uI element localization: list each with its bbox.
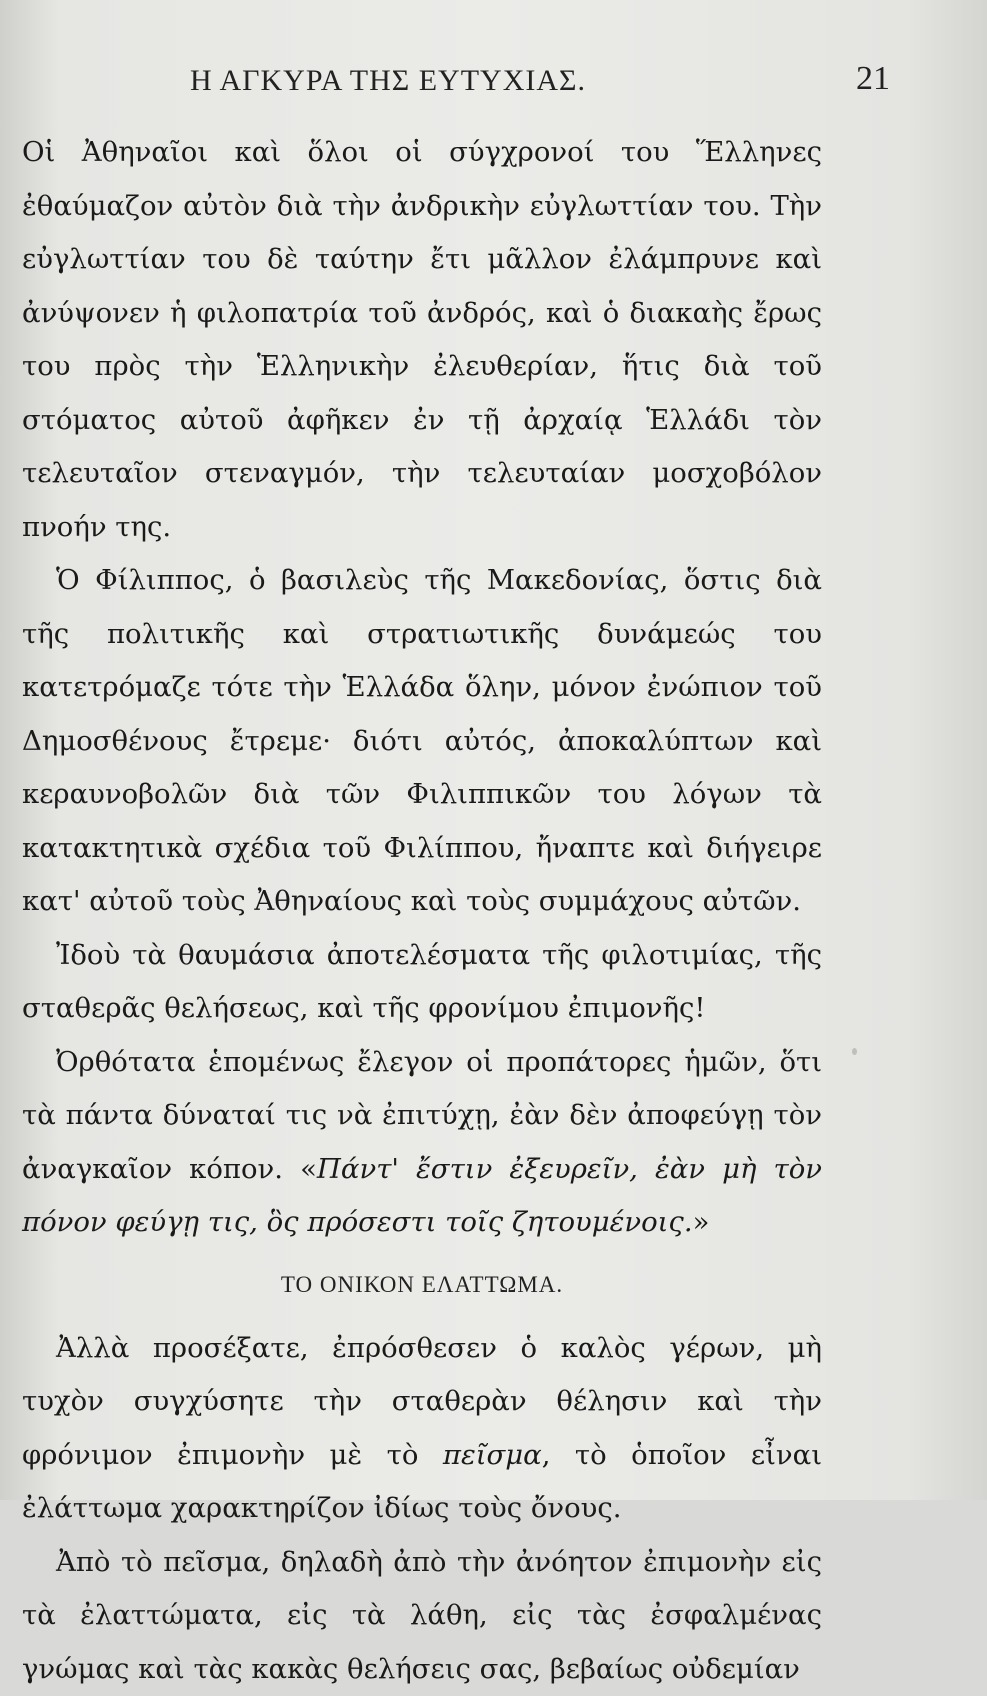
ink-spot <box>852 1048 857 1055</box>
ancestors-text: Ὀρθότατα ἑπομένως ἔλεγον οἱ προπάτορες ἡμῶν, ὅτι τὰ πάντα δύναταί τις νὰ ἐπιτύχῃ, ἐὰν δὲν ἀποφεύγῃ τὸν ἀναγκαῖον κόπον. « <box>22 1046 822 1185</box>
paragraph-from-stubbornness: Ἀπὸ τὸ πεῖσμα, δηλαδὴ ἀπὸ τὴν ἀνόητον ἐπιμονὴν εἰς τὰ ἐλαττώματα, εἰς τὰ λάθη, εἰς τὰς ἐσφαλμένας γνώμας καὶ τὰς κακὰς θελήσεις σας, βεβαίως οὐδεμίαν <box>22 1536 822 1696</box>
stubbornness-word: πεῖσμα <box>443 1439 542 1471</box>
stubbornness-text-end: , τὸ ὁποῖον εἶναι ἐλάττωμα χαρακτηρίζον ἰδίως τοὺς ὄνους. <box>22 1439 822 1525</box>
running-title: Η ΑΓΚΥΡΑ ΤΗΣ ΕΥΤΥΧΙΑΣ. <box>190 64 586 98</box>
page-number: 21 <box>856 60 890 98</box>
paragraph-stubbornness <box>22 1322 822 1536</box>
body-text <box>22 126 822 1696</box>
quote-close-mark: » <box>693 1206 710 1238</box>
stubbornness-text-start: Ἀλλὰ προσέξατε, ἐπρόσθεσεν ὁ καλὸς γέρων, μὴ τυχὸν συγχύσητε τὴν σταθερὰν θέλησιν καὶ τὴν φρόνιμον ἐπιμονὴν μὲ τὸ <box>22 1332 822 1471</box>
page-header <box>130 64 920 104</box>
section-heading: ΤΟ ΟΝΙΚΟΝ ΕΛΑΤΤΩΜΑ. <box>22 1272 822 1298</box>
paragraph-athenians: Οἱ Ἀθηναῖοι καὶ ὅλοι οἱ σύγχρονοί του Ἕλληνες ἐθαύμαζον αὐτὸν διὰ τὴν ἀνδρικὴν εὐγλωττίαν του. Τὴν εὐγλωττίαν του δὲ ταύτην ἔτι μᾶλλον ἐλάμπρυνε καὶ ἀνύψονεν ἡ φιλοπατρία τοῦ ἀνδρός, καὶ ὁ διακαὴς ἔρως του πρὸς τὴν Ἑλληνικὴν ἐλευθερίαν, ἥτις διὰ τοῦ στόματος αὐτοῦ ἀφῆκεν ἐν τῇ ἀρχαίᾳ Ἑλλάδι τὸν τελευταῖον στεναγμόν, τὴν τελευταίαν μοσχοβόλον πνοήν της. <box>22 126 822 554</box>
ancient-quote: Πάντ' ἔστιν ἐξευρεῖν, ἐὰν μὴ τὸν πόνον φεύγῃ τις, ὃς πρόσεστι τοῖς ζητουμένοις. <box>22 1153 822 1239</box>
paragraph-ancestors <box>22 1036 822 1250</box>
paragraph-results: Ἰδοὺ τὰ θαυμάσια ἀποτελέσματα τῆς φιλοτιμίας, τῆς σταθερᾶς θελήσεως, καὶ τῆς φρονίμου ἐπιμονῆς! <box>22 929 822 1036</box>
paragraph-philip: Ὁ Φίλιππος, ὁ βασιλεὺς τῆς Μακεδονίας, ὅστις διὰ τῆς πολιτικῆς καὶ στρατιωτικῆς δυνάμεώς του κατετρόμαζε τότε τὴν Ἑλλάδα ὅλην, μόνον ἐνώπιον τοῦ Δημοσθένους ἔτρεμε· διότι αὐτός, ἀποκαλύπτων καὶ κεραυνοβολῶν διὰ τῶν Φιλιππικῶν του λόγων τὰ κατακτητικὰ σχέδια τοῦ Φιλίππου, ἤναπτε καὶ διήγειρε κατ' αὐτοῦ τοὺς Ἀθηναίους καὶ τοὺς συμμάχους αὐτῶν. <box>22 554 822 929</box>
